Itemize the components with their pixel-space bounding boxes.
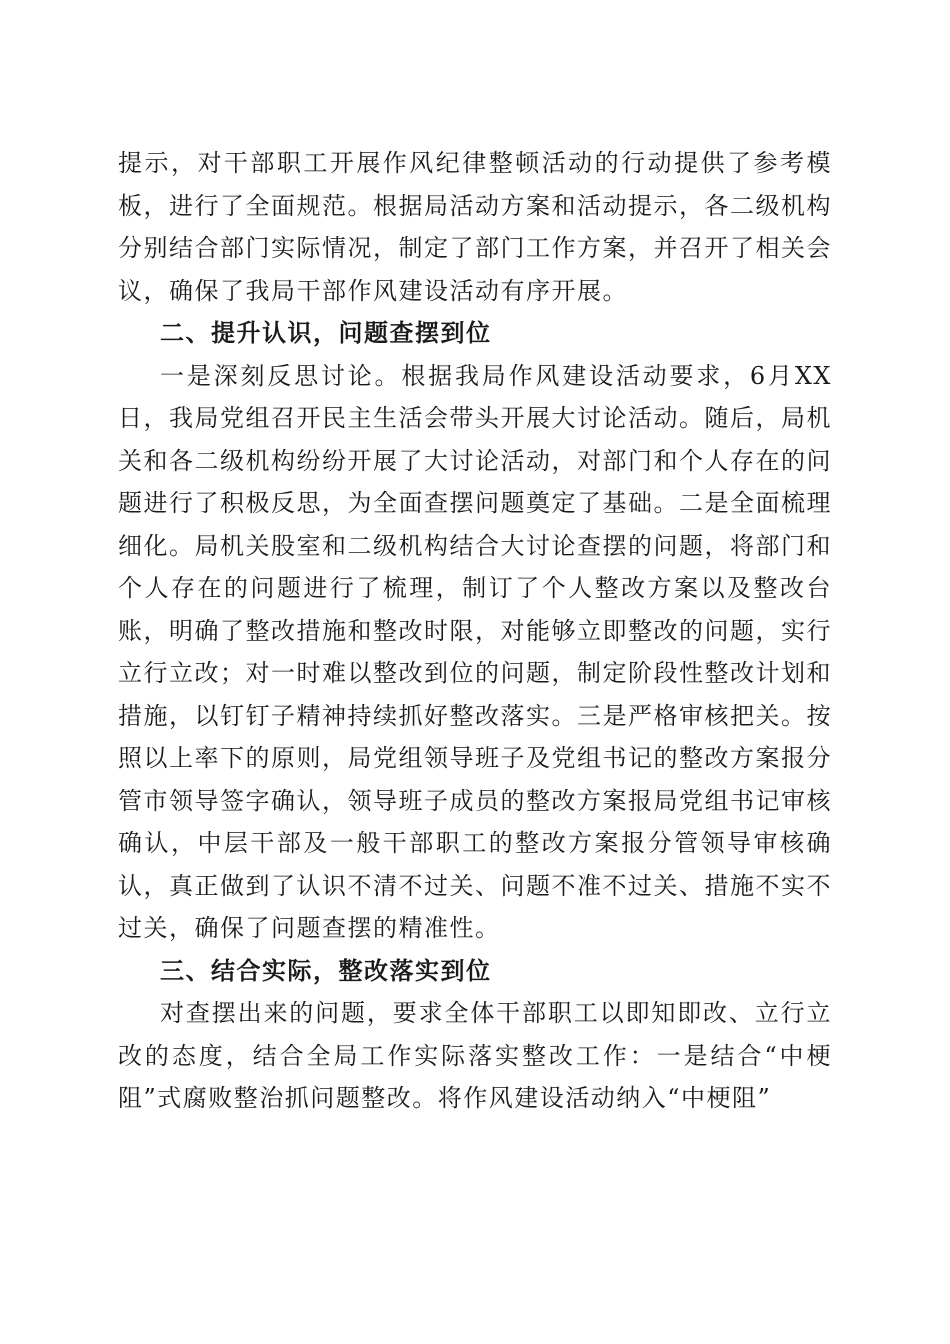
paragraph-continuation: 提示，对干部职工开展作风纪律整顿活动的行动提供了参考模板，进行了全面规范。根据局活动方案和活动提示，各二级机构分别结合部门实际情况，制定了部门工作方案，并召开了相关会议，确保了我局干部作风建设活动有序开展。	[118, 149, 832, 305]
paragraph-lead-phrase: 一是深刻反思讨论。	[160, 361, 402, 390]
paragraph-section-3: 对查摆出来的问题，要求全体干部职工以即知即改、立行立改的态度，结合全局工作实际落实整改工作：一是结合“中梗阻”式腐败整治抓问题整改。将作风建设活动纳入“中梗阻”	[118, 999, 832, 1112]
section-heading-2: 二、提升认识，问题查摆到位	[160, 319, 492, 347]
paragraph-body: 根据我局作风建设活动要求，6月XX日，我局党组召开民主生活会带头开展大讨论活动。随后，局机关和各二级机构纷纷开展了大讨论活动，对部门和个人存在的问题进行了积极反思，为全面查摆问题奠定了基础。二是全面梳理细化。局机关股室和二级机构结合大讨论查摆的问题，将部门和个人存在的问题进行了梳理，制订了个人整改方案以及整改台账，明确了整改措施和整改时限，对能够立即整改的问题，实行立行立改；对一时难以整改到位的问题，制定阶段性整改计划和措施，以钉钉子精神持续抓好整改落实。三是严格审核把关。按照以上率下的原则，局党组领导班子及党组书记的整改方案报分管市领导签字确认，领导班子成员的整改方案报局党组书记审核确认，中层干部及一般干部职工的整改方案报分管领导审核确认，真正做到了认识不清不过关、问题不准不过关、措施不实不过关，确保了问题查摆的精准性。	[118, 361, 833, 942]
document-page	[118, 142, 832, 1120]
paragraph-section-2	[118, 355, 832, 950]
section-heading-3: 三、结合实际，整改落实到位	[160, 956, 492, 985]
